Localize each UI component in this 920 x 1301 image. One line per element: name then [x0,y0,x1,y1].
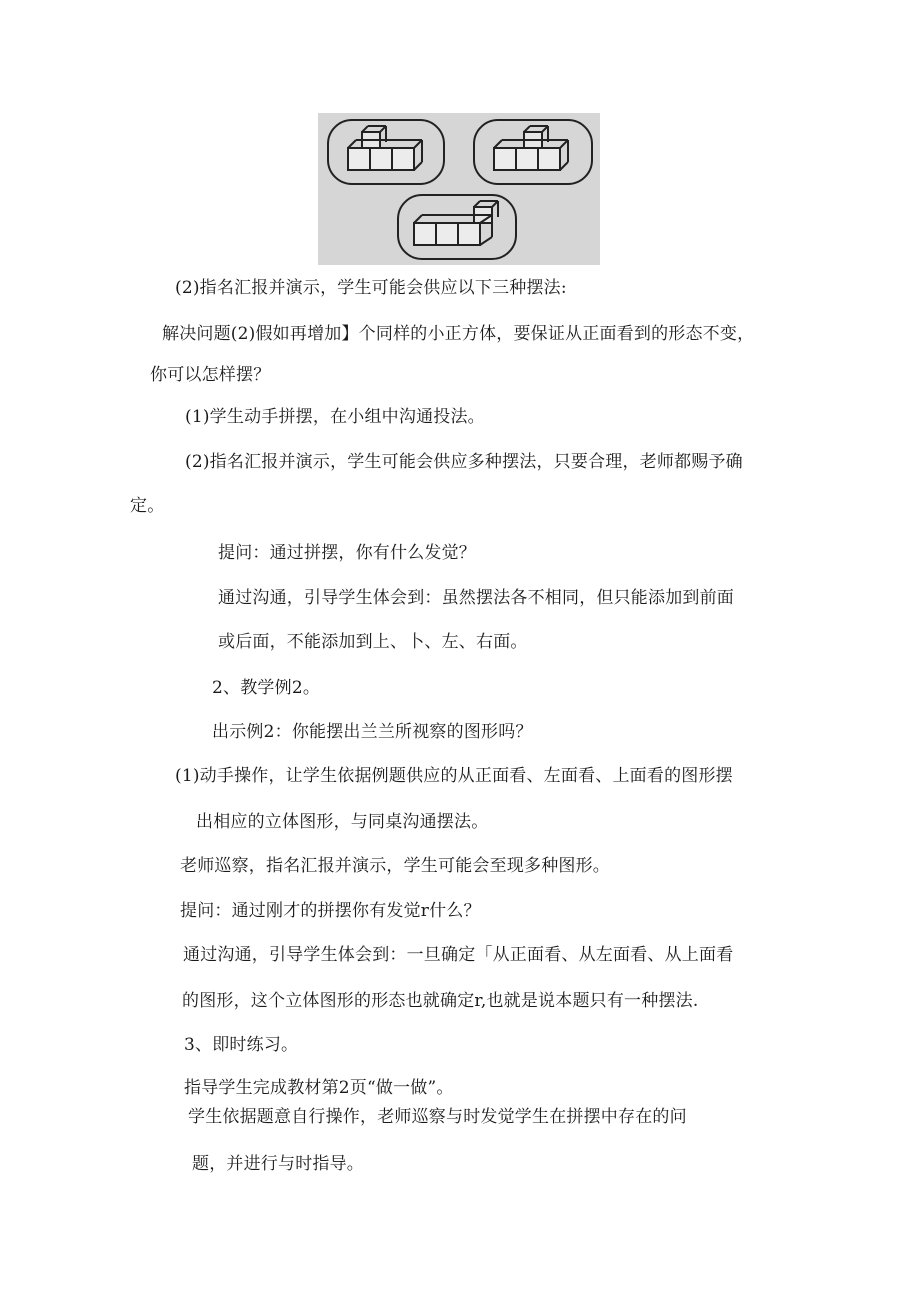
text-line: 定。 [130,496,165,516]
text-line: 解决问题(2)假如再增加】个同样的小正方体，要保证从正面看到的形态不变， [162,324,755,344]
text-line: 提问：通过拼摆，你有什么发觉？ [218,543,476,563]
text-line: 指导学生完成教材第2页“做一做”。 [184,1078,454,1098]
text-line: 你可以怎样摆？ [150,365,271,385]
text-line: 2、教学例2。 [212,678,321,698]
text-line: 3、即时练习。 [184,1035,299,1055]
text-line: 出示例2：你能摆出兰兰所视察的图形吗？ [212,722,533,742]
cube-arrangements-figure [318,113,600,265]
text-line: (1)动手操作，让学生依据例题供应的从正面看、左面看、上面看的图形摆 [175,766,733,786]
text-line: (2)指名汇报并演示，学生可能会供应多种摆法，只要合理，老师都赐予确 [185,452,743,472]
text-line: 题，并进行与时指导。 [192,1154,364,1174]
text-line: 提问：通过刚才的拼摆你有发觉r什么？ [180,901,481,921]
text-line: (2)指名汇报并演示，学生可能会供应以下三种摆法: [175,278,567,298]
text-line: 老师巡察，指名汇报并演示，学生可能会至现多种图形。 [180,856,610,876]
text-line: 或后面，不能添加到上、卜、左、右面。 [218,632,528,652]
text-line: 通过沟通，引导学生体会到：虽然摆法各不相同，但只能添加到前面 [218,588,734,608]
text-line: 学生依据题意自行操作，老师巡察与时发觉学生在拼摆中存在的问 [188,1107,687,1127]
text-line: 出相应的立体图形，与同桌沟通摆法。 [196,812,489,832]
text-line: 通过沟通，引导学生体会到：一旦确定「从正面看、从左面看、从上面看 [183,945,734,965]
text-line: 的图形，这个立体图形的形态也就确定r,也就是说本题只有一种摆法. [182,991,699,1011]
text-line: (1)学生动手拼摆，在小组中沟通投法。 [185,407,485,427]
